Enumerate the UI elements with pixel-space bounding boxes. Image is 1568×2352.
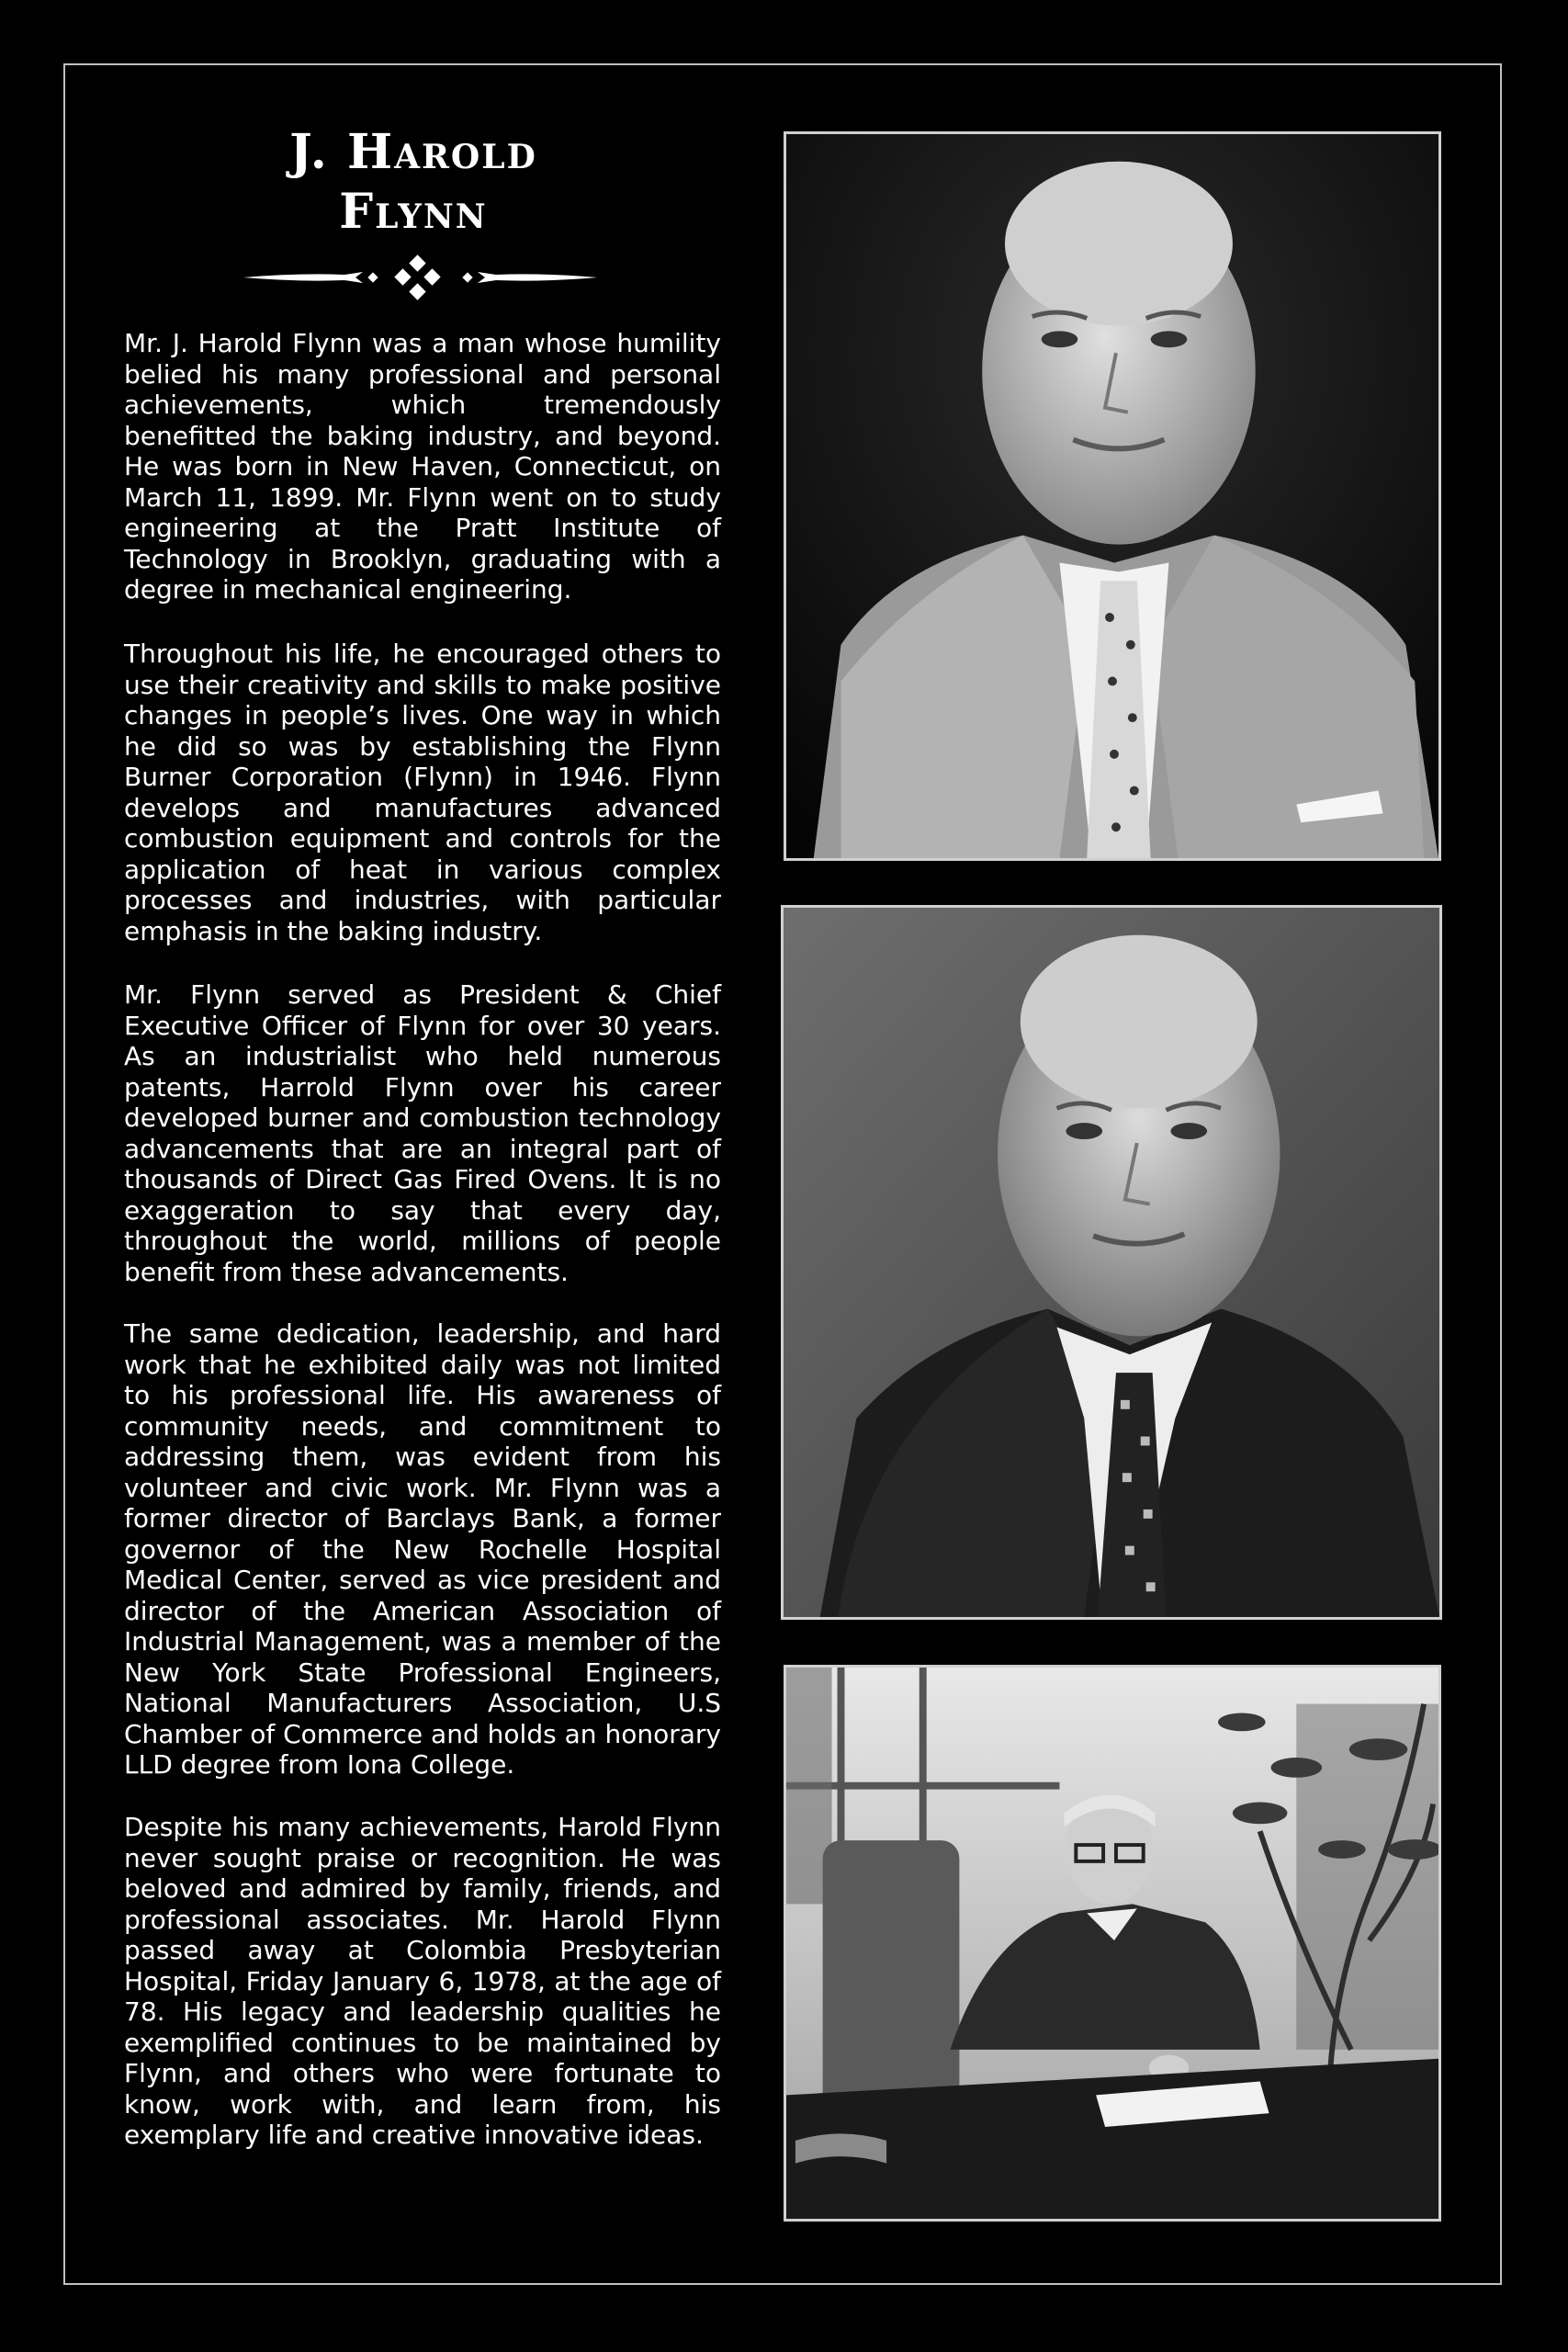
title-first-name: J. Harold [289, 124, 537, 180]
photo-seated-at-desk [784, 1665, 1441, 2222]
bio-paragraph-legacy: Despite his many achievements, Harold Flynn never sought praise or recognition. He was beloved and admired by family, friends, and professional associates. Mr. Harold Flynn passed away at Colombia Presbyterian Hospital, Friday January 6, 1978, at the age of 78. His legacy and leadership qualities he exemplified continues to be maintained by Flynn, and others who were fortunate to know, work with, and learn from, his exemplary life and creative innovative ideas. [124, 1812, 721, 2150]
title-ornament-divider [243, 250, 597, 305]
bio-paragraph-early-life: Mr. J. Harold Flynn was a man whose humility belied his many professional and personal achievements, which tremendously benefitted the baking industry, and beyond. He was born in New Haven, Connecticut, on March 11, 1899. Mr. Flynn went on to study engineering at the Pratt Institute of Technology in Brooklyn, graduating with a degree in mechanical engineering. [124, 328, 721, 605]
bio-paragraph-civic-work: The same dedication, leadership, and hard work that he exhibited daily was not limited to his professional life. His awareness of community needs, and commitment to addressing them, was evident from his volunteer and civic work. Mr. Flynn was a former director of Barclays Bank, a former governor of the New Rochelle Hospital Medical Center, served as vice president and director of the American Association of Industrial Management, was a member of the New York State Professional Engineers, National Manufacturers Association, U.S Chamber of Commerce and holds an honorary LLD degree from Iona College. [124, 1318, 721, 1780]
portrait-photo-dark-suit [781, 905, 1442, 1620]
bio-paragraph-leadership: Mr. Flynn served as President & Chief Executive Officer of Flynn for over 30 years. As an industrialist who held numerous patents, Harrold Flynn over his career developed burner and combustion technology advancements that are an integral part of thousands of Direct Gas Fired Ovens. It is no exaggeration to say that every day, throughout the world, millions of people benefit from these advancements. [124, 979, 721, 1287]
bio-paragraph-company-founding: Throughout his life, he encouraged others to use their creativity and skills to make positive changes in people’s lives. One way in which he did so was by establishing the Flynn Burner Corporation (Flynn) in 1946. Flynn develops and manufactures advanced combustion equipment and controls for the application of heat in various complex processes and industries, with particular emphasis in the baking industry. [124, 639, 721, 946]
title-last-name: Flynn [339, 184, 488, 240]
portrait-photo-light-suit [784, 131, 1441, 861]
